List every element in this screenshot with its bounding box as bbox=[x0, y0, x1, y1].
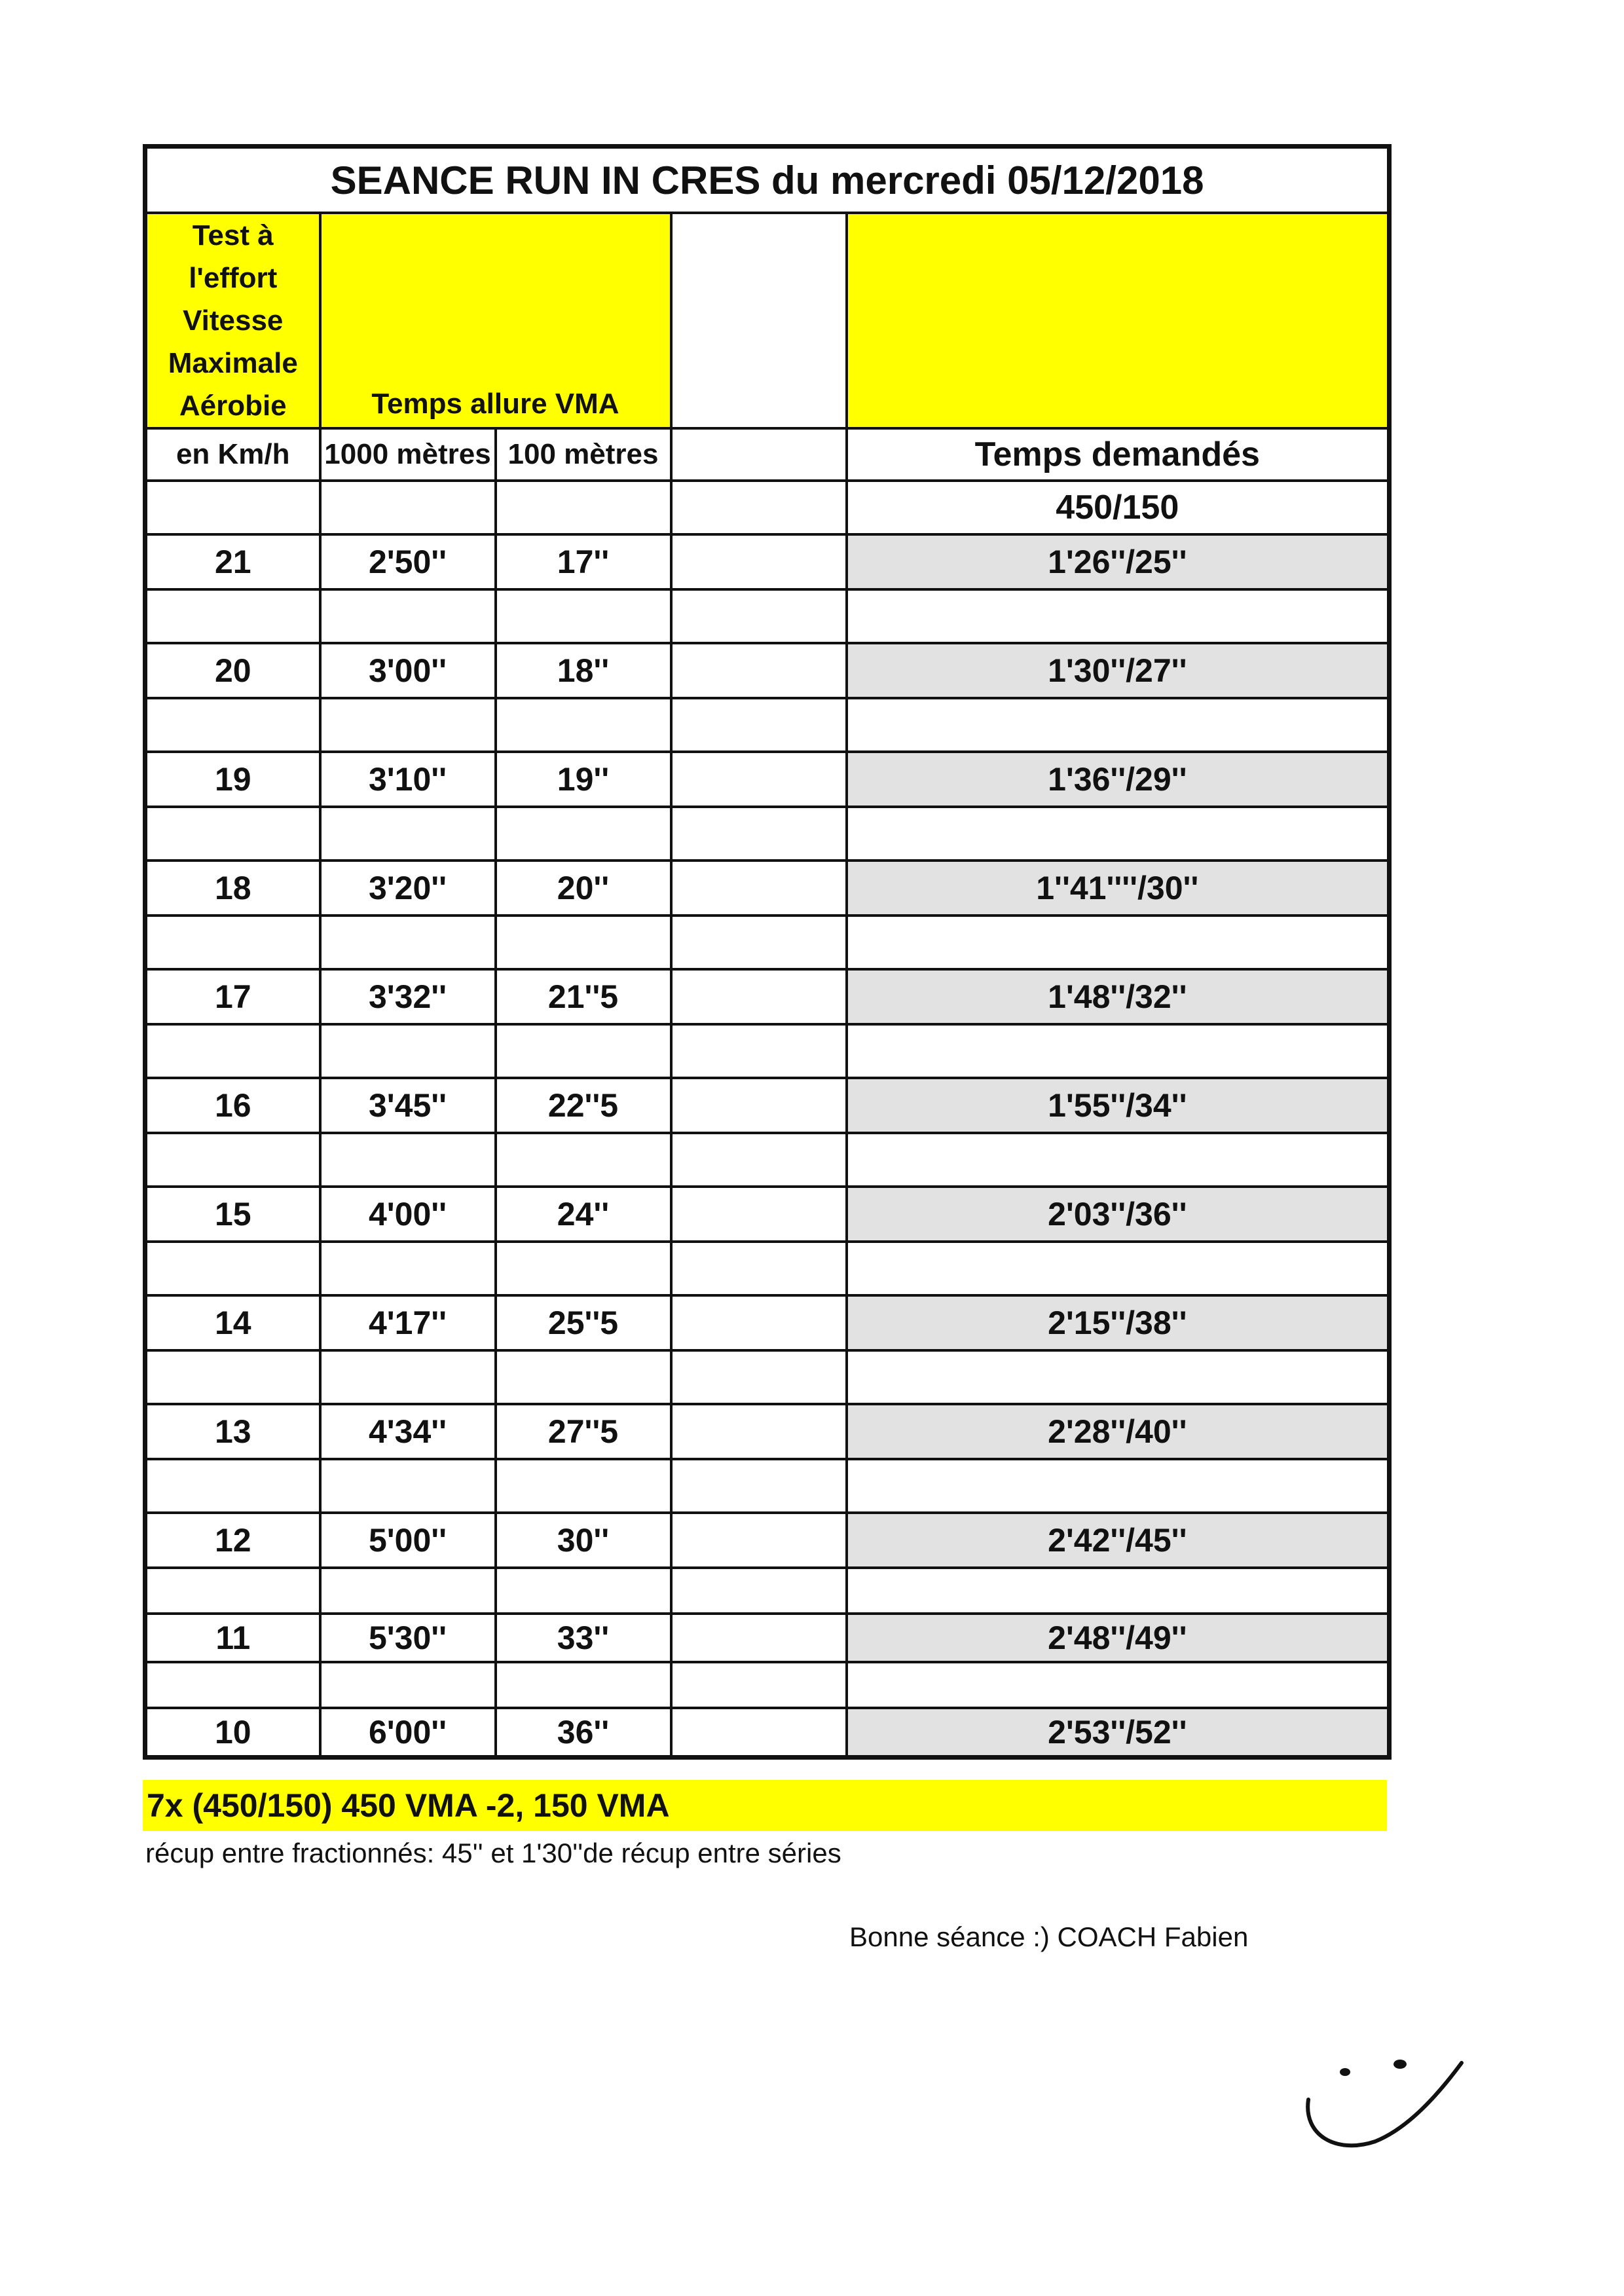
blank-cell bbox=[496, 698, 671, 752]
time-100m-cell: 19'' bbox=[496, 752, 671, 807]
blank-cell bbox=[671, 1459, 847, 1513]
blank-cell bbox=[671, 752, 847, 807]
blank-cell bbox=[145, 807, 320, 861]
time-100m-cell: 20'' bbox=[496, 861, 671, 916]
blank-cell bbox=[145, 1350, 320, 1404]
time-100m-cell: 25''5 bbox=[496, 1295, 671, 1350]
spacer-row bbox=[145, 1568, 1390, 1614]
subheader-1000m: 1000 mètres bbox=[320, 428, 496, 481]
time-1000m-cell: 4'00'' bbox=[320, 1187, 496, 1242]
speed-cell: 16 bbox=[145, 1078, 320, 1133]
blank-cell bbox=[847, 1568, 1390, 1614]
speed-cell: 19 bbox=[145, 752, 320, 807]
blank-cell bbox=[496, 1024, 671, 1078]
blank-cell bbox=[847, 589, 1390, 643]
blank-cell bbox=[671, 1404, 847, 1459]
spacer-row bbox=[145, 1459, 1390, 1513]
blank-cell bbox=[671, 643, 847, 698]
smiley-drawing bbox=[1297, 2037, 1480, 2168]
subheader-100m: 100 mètres bbox=[496, 428, 671, 481]
time-1000m-cell: 4'34'' bbox=[320, 1404, 496, 1459]
blank-cell bbox=[671, 1187, 847, 1242]
time-100m-cell: 21''5 bbox=[496, 969, 671, 1024]
recovery-note: récup entre fractionnés: 45'' et 1'30''de récup entre séries bbox=[145, 1838, 841, 1868]
blank-cell bbox=[671, 1708, 847, 1758]
table-row bbox=[145, 752, 1390, 807]
table-row bbox=[145, 534, 1390, 589]
session-summary: 7x (450/150) 450 VMA -2, 150 VMA bbox=[143, 1780, 1387, 1831]
spacer-row bbox=[145, 589, 1390, 643]
blank-cell bbox=[671, 1078, 847, 1133]
blank-cell bbox=[671, 807, 847, 861]
speed-cell: 12 bbox=[145, 1513, 320, 1568]
blank-cell bbox=[145, 1662, 320, 1708]
blank-cell bbox=[320, 1350, 496, 1404]
spacer-row bbox=[145, 916, 1390, 969]
blank-cell bbox=[847, 1459, 1390, 1513]
smiley-eye-right bbox=[1393, 2060, 1407, 2069]
header-test-line: Test à bbox=[192, 219, 274, 251]
time-1000m-cell: 3'20'' bbox=[320, 861, 496, 916]
ratio-label: 450/150 bbox=[847, 481, 1390, 534]
table-row bbox=[145, 1078, 1390, 1133]
blank-cell bbox=[671, 1568, 847, 1614]
blank-cell bbox=[671, 1133, 847, 1187]
requested-time-cell: 2'48''/49'' bbox=[847, 1614, 1390, 1662]
blank-cell bbox=[320, 589, 496, 643]
time-1000m-cell: 2'50'' bbox=[320, 534, 496, 589]
time-1000m-cell: 6'00'' bbox=[320, 1708, 496, 1758]
spacer-row bbox=[145, 1662, 1390, 1708]
smiley-mouth bbox=[1308, 2063, 1462, 2145]
blank-cell bbox=[671, 1614, 847, 1662]
time-1000m-cell: 3'10'' bbox=[320, 752, 496, 807]
subheader-speed: en Km/h bbox=[145, 428, 320, 481]
blank-cell bbox=[320, 1133, 496, 1187]
time-100m-cell: 24'' bbox=[496, 1187, 671, 1242]
speed-cell: 10 bbox=[145, 1708, 320, 1758]
header-test-line: l'effort bbox=[189, 262, 278, 294]
subheader-temps: Temps demandés bbox=[847, 428, 1390, 481]
blank-cell bbox=[320, 1024, 496, 1078]
blank-cell bbox=[320, 1662, 496, 1708]
header-yellow-cell bbox=[847, 213, 1390, 428]
blank-cell bbox=[671, 1242, 847, 1295]
table-row bbox=[145, 1513, 1390, 1568]
blank-cell bbox=[320, 1459, 496, 1513]
blank-cell bbox=[320, 807, 496, 861]
blank-cell bbox=[145, 1024, 320, 1078]
time-100m-cell: 33'' bbox=[496, 1614, 671, 1662]
blank-cell bbox=[496, 1350, 671, 1404]
blank-cell bbox=[671, 916, 847, 969]
blank-cell bbox=[145, 916, 320, 969]
time-100m-cell: 27''5 bbox=[496, 1404, 671, 1459]
requested-time-cell: 2'42''/45'' bbox=[847, 1513, 1390, 1568]
speed-cell: 15 bbox=[145, 1187, 320, 1242]
blank-cell bbox=[496, 1459, 671, 1513]
time-1000m-cell: 5'30'' bbox=[320, 1614, 496, 1662]
time-100m-cell: 22''5 bbox=[496, 1078, 671, 1133]
blank-cell bbox=[320, 481, 496, 534]
table-row bbox=[145, 1404, 1390, 1459]
speed-cell: 20 bbox=[145, 643, 320, 698]
spacer-row bbox=[145, 1350, 1390, 1404]
blank-cell bbox=[847, 1350, 1390, 1404]
requested-time-cell: 2'28''/40'' bbox=[847, 1404, 1390, 1459]
requested-time-cell: 1'48''/32'' bbox=[847, 969, 1390, 1024]
blank-cell bbox=[145, 698, 320, 752]
speed-cell: 21 bbox=[145, 534, 320, 589]
blank-cell bbox=[320, 698, 496, 752]
blank-cell bbox=[847, 698, 1390, 752]
blank-cell bbox=[496, 807, 671, 861]
spacer-row bbox=[145, 1242, 1390, 1295]
subheader-blank bbox=[671, 428, 847, 481]
coach-signoff: Bonne séance :) COACH Fabien bbox=[849, 1921, 1249, 1952]
time-1000m-cell: 3'00'' bbox=[320, 643, 496, 698]
blank-cell bbox=[671, 481, 847, 534]
time-100m-cell: 30'' bbox=[496, 1513, 671, 1568]
blank-cell bbox=[320, 916, 496, 969]
time-100m-cell: 17'' bbox=[496, 534, 671, 589]
requested-time-cell: 1'26''/25'' bbox=[847, 534, 1390, 589]
speed-cell: 18 bbox=[145, 861, 320, 916]
blank-cell bbox=[320, 1242, 496, 1295]
blank-cell bbox=[847, 1133, 1390, 1187]
speed-cell: 17 bbox=[145, 969, 320, 1024]
time-1000m-cell: 4'17'' bbox=[320, 1295, 496, 1350]
time-100m-cell: 18'' bbox=[496, 643, 671, 698]
spacer-row bbox=[145, 1133, 1390, 1187]
blank-cell bbox=[671, 1513, 847, 1568]
blank-cell bbox=[671, 861, 847, 916]
blank-cell bbox=[671, 534, 847, 589]
header-test-line: Maximale bbox=[168, 347, 298, 379]
header-test-line: Aérobie bbox=[179, 390, 287, 422]
blank-cell bbox=[671, 1295, 847, 1350]
spacer-row bbox=[145, 698, 1390, 752]
time-1000m-cell: 5'00'' bbox=[320, 1513, 496, 1568]
blank-cell bbox=[847, 807, 1390, 861]
header-test-effort bbox=[145, 213, 320, 428]
time-1000m-cell: 3'45'' bbox=[320, 1078, 496, 1133]
blank-cell bbox=[671, 1662, 847, 1708]
blank-cell bbox=[671, 698, 847, 752]
time-100m-cell: 36'' bbox=[496, 1708, 671, 1758]
blank-cell bbox=[496, 1242, 671, 1295]
requested-time-cell: 1'55''/34'' bbox=[847, 1078, 1390, 1133]
requested-time-cell: 1''41''''/30'' bbox=[847, 861, 1390, 916]
smiley-eye-left bbox=[1340, 2068, 1350, 2076]
table-row bbox=[145, 1295, 1390, 1350]
blank-cell bbox=[145, 481, 320, 534]
table-row bbox=[145, 861, 1390, 916]
blank-cell bbox=[671, 1024, 847, 1078]
table-row bbox=[145, 969, 1390, 1024]
table-row bbox=[145, 643, 1390, 698]
header-blank-cell bbox=[671, 213, 847, 428]
table-row bbox=[145, 1614, 1390, 1662]
blank-cell bbox=[847, 1662, 1390, 1708]
blank-cell bbox=[496, 1133, 671, 1187]
blank-cell bbox=[496, 1568, 671, 1614]
blank-cell bbox=[145, 1133, 320, 1187]
requested-time-cell: 2'53''/52'' bbox=[847, 1708, 1390, 1758]
spacer-row bbox=[145, 1024, 1390, 1078]
requested-time-cell: 1'30''/27'' bbox=[847, 643, 1390, 698]
speed-cell: 14 bbox=[145, 1295, 320, 1350]
blank-cell bbox=[496, 916, 671, 969]
blank-cell bbox=[496, 589, 671, 643]
blank-cell bbox=[320, 1568, 496, 1614]
time-1000m-cell: 3'32'' bbox=[320, 969, 496, 1024]
blank-cell bbox=[847, 916, 1390, 969]
header-vma-label: Temps allure VMA bbox=[320, 213, 671, 428]
blank-cell bbox=[847, 1024, 1390, 1078]
blank-cell bbox=[847, 1242, 1390, 1295]
blank-cell bbox=[671, 1350, 847, 1404]
training-table bbox=[143, 144, 1392, 1760]
speed-cell: 13 bbox=[145, 1404, 320, 1459]
requested-time-cell: 2'03''/36'' bbox=[847, 1187, 1390, 1242]
page-title: SEANCE RUN IN CRES du mercredi 05/12/2018 bbox=[145, 147, 1390, 213]
blank-cell bbox=[145, 1568, 320, 1614]
requested-time-cell: 2'15''/38'' bbox=[847, 1295, 1390, 1350]
header-test-line: Vitesse bbox=[183, 305, 284, 337]
speed-cell: 11 bbox=[145, 1614, 320, 1662]
spacer-row bbox=[145, 807, 1390, 861]
table-row bbox=[145, 1187, 1390, 1242]
blank-cell bbox=[671, 969, 847, 1024]
blank-cell bbox=[671, 589, 847, 643]
table-row bbox=[145, 1708, 1390, 1758]
requested-time-cell: 1'36''/29'' bbox=[847, 752, 1390, 807]
blank-cell bbox=[496, 1662, 671, 1708]
blank-cell bbox=[145, 589, 320, 643]
blank-cell bbox=[145, 1459, 320, 1513]
blank-cell bbox=[145, 1242, 320, 1295]
blank-cell bbox=[496, 481, 671, 534]
